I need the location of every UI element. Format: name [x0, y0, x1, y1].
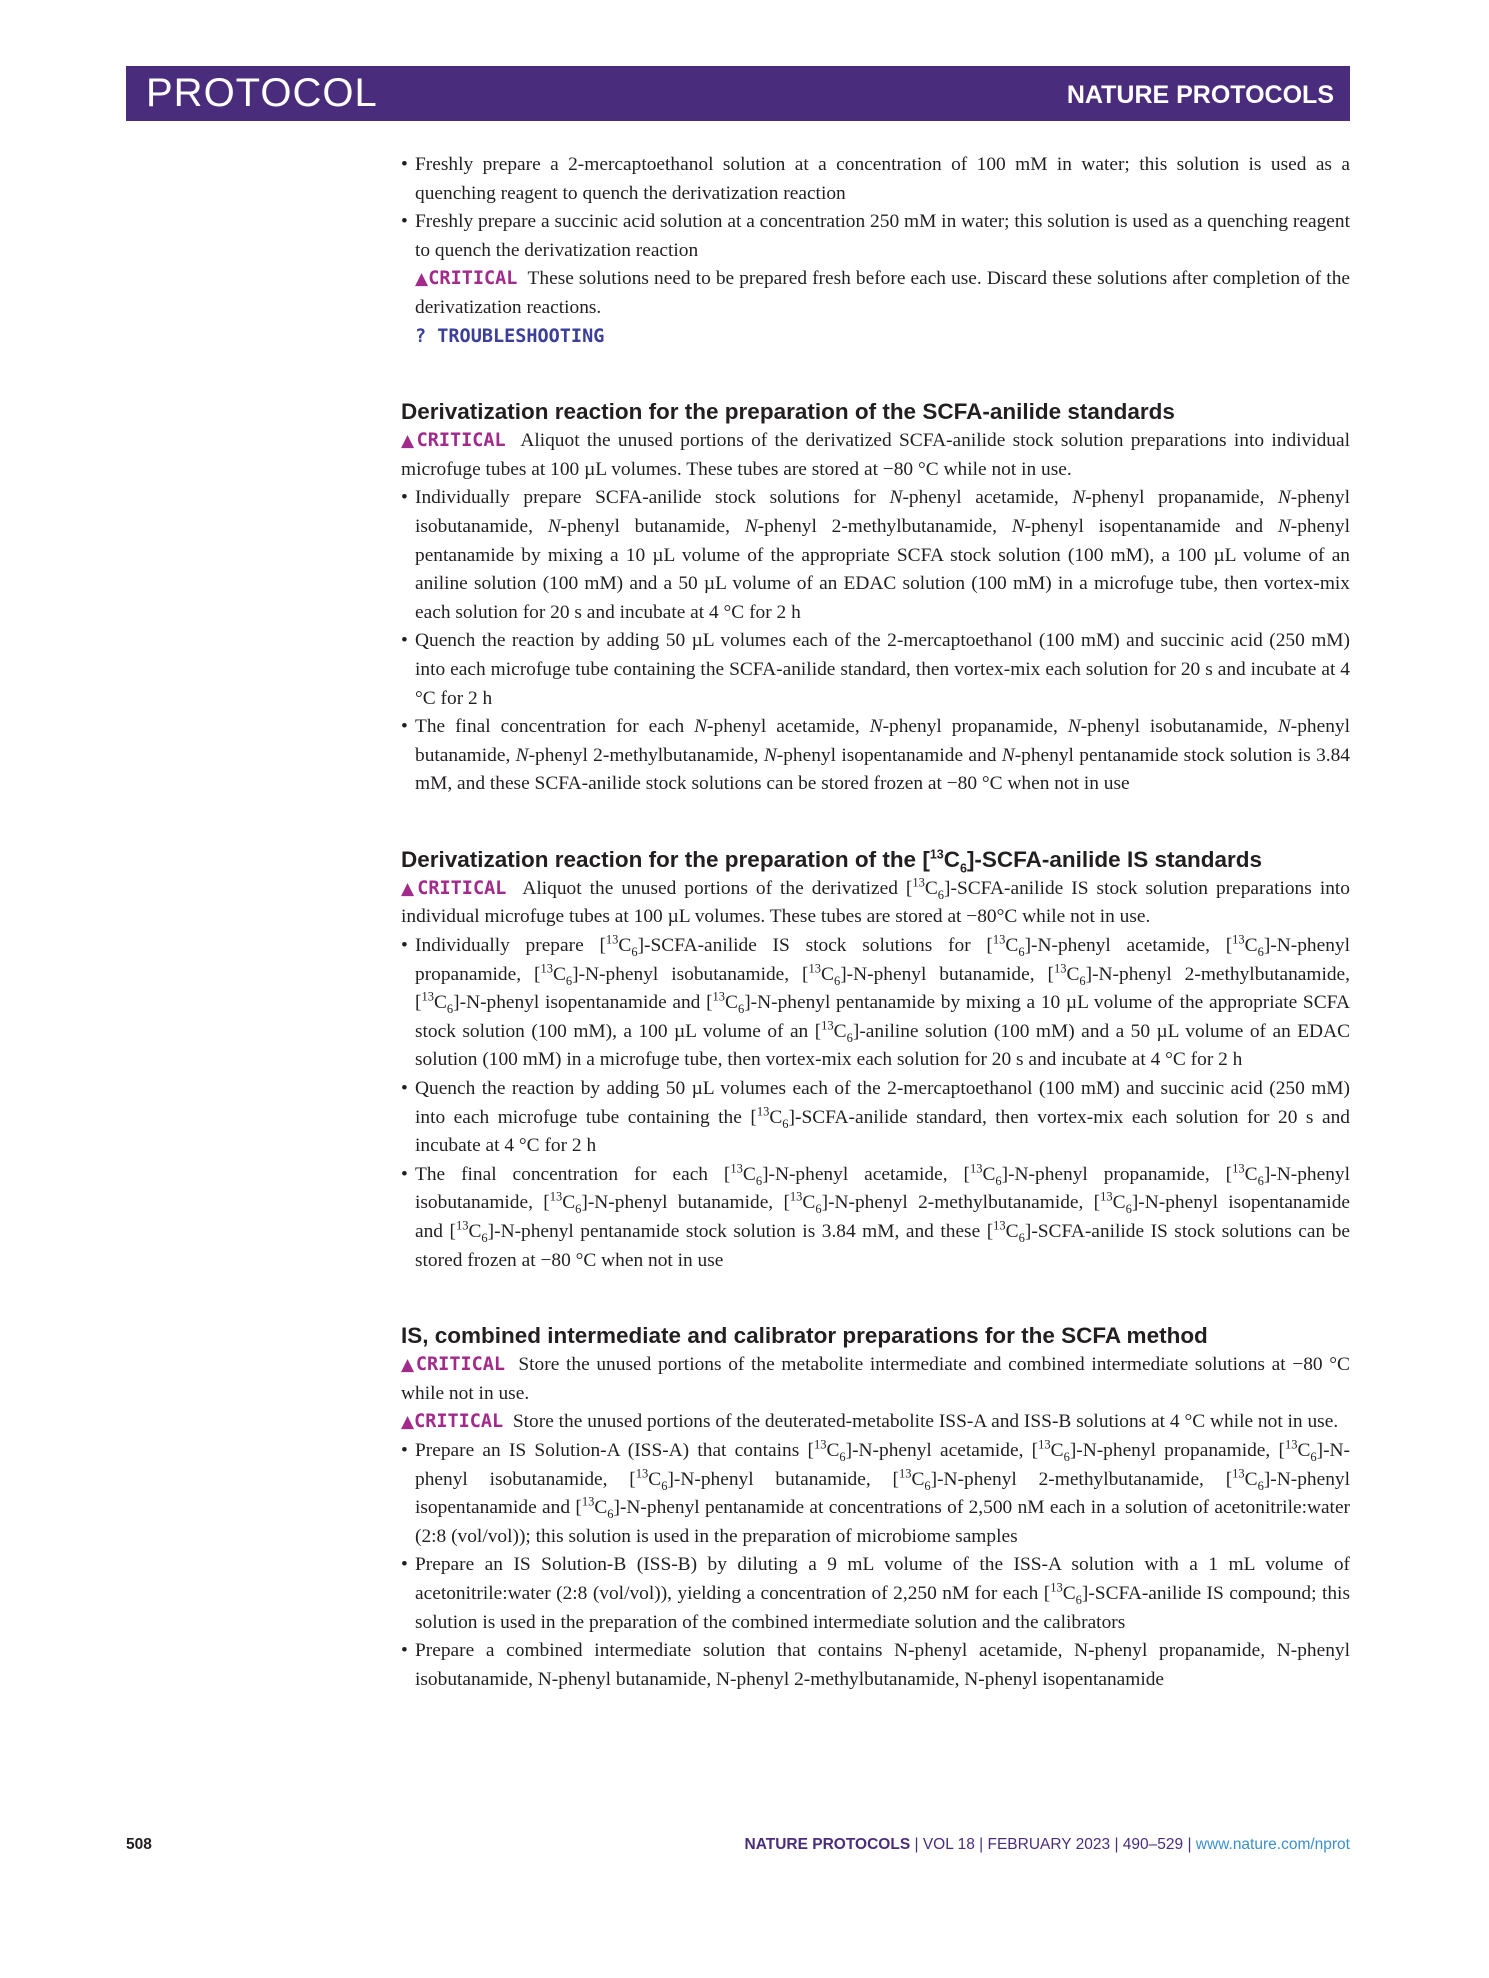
isotope-label: $^{13}C_6$	[712, 989, 745, 1017]
section-heading: Derivatization reaction for the preparation of the SCFA-anilide standards	[401, 399, 1175, 425]
isotope-label: $^{13}C_6$	[821, 1018, 853, 1045]
article-body	[401, 151, 1350, 1694]
isotope-label: $^{13}C_6$	[813, 1437, 846, 1464]
isotope-label: $^{13}C_6$	[789, 1189, 822, 1217]
critical-note: ▲CRITICAL Store the unused portions of the deuterated-metabolite ISS-A and ISS-B solutions at 4 °C while not in use.	[401, 1411, 1339, 1433]
journal-name: NATURE PROTOCOLS	[1066, 81, 1334, 109]
critical-note: ▲CRITICAL These solutions need to be prepared fresh before each use. Discard these solutions after completion of the derivatization reactions.	[415, 268, 1350, 318]
list-item: • The final concentration for each N-phenyl acetamide, N-phenyl propanamide, N-phenyl isobutanamide, N-phenyl butanamide, N-phenyl 2-methylbutanamide, N-phenyl isopentanamide and N-phenyl pentanamide stock solution is 3.84 mM, and these SCFA-anilide stock solutions can be stored frozen at −80 °C when not in use	[401, 716, 1351, 795]
isotope-label: $^{13}C_6$	[992, 932, 1025, 959]
isotope-label: $^{13}C_6$	[581, 1494, 614, 1522]
header-banner	[126, 66, 1350, 121]
isotope-label: $^{13}C_6$	[1232, 932, 1264, 959]
triangle-icon: ▲	[401, 1412, 415, 1433]
list-item: • Individually prepare SCFA-anilide stock solutions for N-phenyl acetamide, N-phenyl propanamide, N-phenyl isobutanamide, N-phenyl butanamide, N-phenyl 2-methylbutanamide, N-phenyl isopentanamide and N-phenyl pentanamide by mixing a 10 µL volume of the appropriate SCFA stock solution (100 mM), a 100 µL volume of an aniline solution (100 mM) and a 50 µL volume of an EDAC solution (100 mM) in a microfuge tube, then vortex-mix each solution for 20 s and incubate at 4 °C for 2 h	[401, 487, 1351, 623]
list-item: • Individually prepare $[^{13}C_6]-SCFA$-anilide IS stock solutions for $[^{13}C_6]-N$-phenyl acetamide, $[^{13}C_6]-N$-phenyl propanamide, $[^{13}C_6]-N$-phenyl isobutanamide, $[^{13}C_6]-N$-phenyl butanamide, $[^{13}C_6]-N$-phenyl 2-methylbutanamide, $[^{13}C_6]-N$-phenyl isopentanamide and $[^{13}C_6]-N$-phenyl pentanamide by mixing a 10 µL volume of the appropriate SCFA stock solution (100 mM), a 100 µL volume of an $[^{13}C_6]$-aniline solution (100 mM) and a 50 µL volume of an EDAC solution (100 mM) in a microfuge tube, then vortex-mix each solution for 20 s and incubate at 4 °C for 2 h	[401, 932, 1351, 1071]
journal-link[interactable]: www.nature.com/nprot	[1195, 1836, 1350, 1853]
critical-note: ▲CRITICAL Aliquot the unused portions of the derivatized SCFA-anilide stock solution preparations into individual microfuge tubes at 100 µL volumes. These tubes are stored at −80 °C while not in use.	[401, 430, 1350, 480]
isotope-label: $^{13}C_6$	[808, 961, 841, 988]
isotope-label: $^{13}C_6$	[1038, 1437, 1070, 1464]
isotope-label: $^{13}C_6$	[605, 932, 638, 959]
triangle-icon: ▲	[401, 878, 418, 899]
triangle-icon: ▲	[401, 431, 417, 452]
list-item: • Freshly prepare a succinic acid solution at a concentration 250 mM in water; this solution is used as a quenching reagent to quench the derivatization reaction	[401, 211, 1350, 261]
page-number: 508	[126, 1836, 152, 1853]
isotope-label: $^{13}C_6$	[1053, 961, 1086, 988]
isotope-label: $^{13}C_6$	[756, 1104, 789, 1131]
isotope-label: $^{13}C_6$	[455, 1218, 488, 1245]
isotope-label: $^{13}C_6$	[1232, 1161, 1264, 1188]
isotope-label: $^{13}C_6$	[421, 989, 454, 1017]
isotope-label: $^{13}C_6$	[1050, 1580, 1082, 1607]
list-item: • Freshly prepare a 2-mercaptoethanol solution at a concentration of 100 mM in water; this solution is used as a quenching reagent to quench the derivatization reaction	[401, 154, 1350, 204]
isotope-label: $^{13}C_6$	[1284, 1437, 1317, 1464]
isotope-label: $^{13}C_6$	[549, 1189, 582, 1217]
list-item: • The final concentration for each $[^{13}C_6]-N$-phenyl acetamide, $[^{13}C_6]-N$-phenyl propanamide, $[^{13}C_6]-N$-phenyl isobutanamide, $[^{13}C_6]-N$-phenyl butanamide, $[^{13}C_6]-N$-phenyl 2-methylbutanamide, $[^{13}C_6]-N$-phenyl isopentanamide and $[^{13}C_6]-N$-phenyl pentanamide stock solution is 3.84 mM, and these $[^{13}C_6]-SCFA$-anilide IS stock solutions can be stored frozen at −80 °C when not in use	[401, 1161, 1350, 1271]
isotope-label: $^{13}C_6$	[969, 1161, 1002, 1188]
isotope-label: $^{13}C_6$	[540, 961, 573, 988]
section-heading: IS, combined intermediate and calibrator preparations for the SCFA method	[401, 1323, 1208, 1349]
list-item: • Prepare a combined intermediate solution that contains N-phenyl acetamide, N-phenyl propanamide, N-phenyl isobutanamide, N-phenyl butanamide, N-phenyl 2-methylbutanamide, N-phenyl isopentanamide	[401, 1640, 1350, 1690]
section-label: PROTOCOL	[146, 71, 378, 115]
isotope-label: $^{13}C_6$	[1100, 1189, 1132, 1217]
isotope-label: $^{13}C_6$	[993, 1218, 1025, 1245]
isotope-label: $^{13}C_6$	[1232, 1466, 1264, 1493]
critical-note: ▲CRITICAL Aliquot the unused portions of the derivatized $[^{13}C_6]-SCFA$-anilide IS stock solution preparations into individual microfuge tubes at 100 µL volumes. These tubes are stored at −80°C while not in use.	[401, 875, 1350, 928]
list-item: • Prepare an IS Solution-B (ISS-B) by diluting a 9 mL volume of the ISS-A solution with a 1 mL volume of acetonitrile:water (2:8 (vol/vol)), yielding a concentration of 2,250 nM for each $[^{13}C_6]-SCFA$-anilide IS compound; this solution is used in the preparation of the combined intermediate solution and the calibrators	[401, 1554, 1350, 1633]
list-item: • Prepare an IS Solution-A (ISS-A) that contains $[^{13}C_6]-N$-phenyl acetamide, $[^{13}C_6]-N$-phenyl propanamide, $[^{13}C_6]-N$-phenyl isobutanamide, $[^{13}C_6]-N$-phenyl butanamide, $[^{13}C_6]-N$-phenyl 2-methylbutanamide, $[^{13}C_6]-N$-phenyl isopentanamide and $[^{13}C_6]-N$-phenyl pentanamide at concentrations of 2,500 nM each in a solution of acetonitrile:water (2:8 (vol/vol)); this solution is used in the preparation of microbiome samples	[401, 1437, 1351, 1547]
troubleshooting-link[interactable]: ? TROUBLESHOOTING	[415, 325, 605, 347]
page-footer	[126, 1836, 1350, 1856]
triangle-icon: ▲	[401, 1355, 416, 1376]
isotope-label: $^{13}C_6$	[912, 875, 945, 902]
isotope-label: $^{13}C_6$	[635, 1466, 668, 1493]
isotope-label: $^{13}C_6$	[898, 1466, 931, 1493]
isotope-label: $^{13}C_6$	[929, 846, 967, 876]
triangle-icon: ▲	[415, 269, 429, 290]
list-item: • Quench the reaction by adding 50 µL volumes each of the 2-mercaptoethanol (100 mM) and succinic acid (250 mM) into each microfuge tube containing the $[^{13}C_6]-SCFA$-anilide standard, then vortex-mix each solution for 20 s and incubate at 4 °C for 2 h	[401, 1078, 1350, 1157]
list-item: • Quench the reaction by adding 50 µL volumes each of the 2-mercaptoethanol (100 mM) and succinic acid (250 mM) into each microfuge tube containing the SCFA-anilide standard, then vortex-mix each solution for 20 s and incubate at 4 °C for 2 h	[401, 630, 1350, 709]
citation: NATURE PROTOCOLS | VOL 18 | FEBRUARY 2023 | 490–529 | www.nature.com/nprot	[744, 1836, 1350, 1853]
section-heading: Derivatization reaction for the preparation of the $[^{13}C_6]-SCFA$-anilide IS standards	[401, 846, 1262, 876]
isotope-label: $^{13}C_6$	[730, 1161, 763, 1188]
critical-note: ▲CRITICAL Store the unused portions of the metabolite intermediate and combined intermediate solutions at −80 °C while not in use.	[401, 1354, 1350, 1404]
